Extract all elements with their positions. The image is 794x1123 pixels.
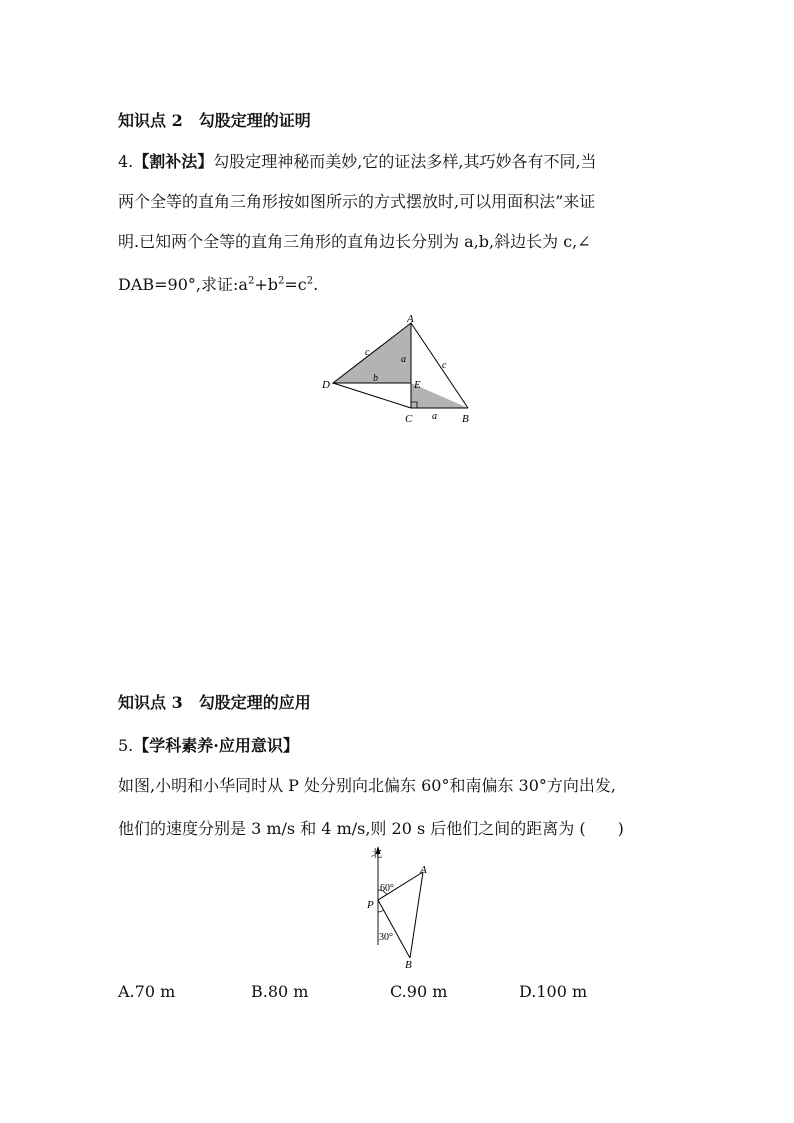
q4-line-4 (118, 272, 318, 295)
north-label: 北 (371, 848, 382, 860)
q4-line-2: 两个全等的直角三角形按如图所示的方式摆放时,可以用面积法”来证 (118, 192, 596, 211)
label-p: P (367, 899, 374, 911)
q4-triangle-figure (310, 305, 490, 430)
side-b-label: b (373, 373, 378, 384)
q5-direction-figure (355, 840, 435, 970)
q4-sup-1: 2 (247, 275, 255, 287)
q5-line-2: 如图,小明和小华同时从 P 处分别向北偏东 60°和南偏东 30°方向出发, (118, 776, 617, 795)
section-3-heading: 知识点 3 勾股定理的应用 (118, 693, 311, 712)
q4-text-4a: DAB=90°,求证:a (118, 275, 248, 294)
side-a-bottom-label: a (432, 411, 437, 422)
side-a-label: a (401, 354, 406, 365)
label-c: C (405, 413, 413, 425)
shaded-triangle-ade (333, 323, 411, 383)
label-e: E (414, 379, 421, 391)
section-2-heading: 知识点 2 勾股定理的证明 (118, 111, 311, 130)
side-c-right-label: c (442, 360, 447, 371)
q4-sup-2: 2 (277, 275, 285, 287)
segment-ab (410, 872, 423, 958)
segment-pb (378, 900, 410, 958)
label-a: A (420, 864, 427, 876)
q5-number: 5. (118, 736, 134, 755)
q4-line-3: 明.已知两个全等的直角三角形的直角边长分别为 a,b,斜边长为 c,∠ (118, 232, 591, 251)
q4-text-4c: =c (284, 275, 307, 294)
segment-dc (333, 383, 411, 408)
q5-tag: 【学科素养·应用意识】 (133, 736, 299, 755)
q4-sup-3: 2 (306, 275, 314, 287)
q4-tag: 【割补法】 (133, 152, 214, 171)
q4-text-4d: . (313, 275, 319, 294)
side-c-left-label: c (365, 347, 370, 358)
label-a: A (407, 313, 414, 325)
option-a: A.70 m (118, 982, 176, 1001)
q5-line-1 (118, 733, 299, 756)
angle-60-label: 60° (380, 883, 394, 894)
q5-line-3: 他们的速度分别是 3 m/s 和 4 m/s,则 20 s 后他们之间的距离为 ( ) (118, 819, 624, 838)
q4-text-1: 勾股定理神秘而美妙,它的证法多样,其巧妙各有不同,当 (213, 152, 597, 171)
label-b: B (462, 413, 469, 425)
option-d: D.100 m (519, 982, 588, 1001)
angle-30-label: 30° (379, 932, 393, 943)
q4-text-4b: +b (254, 275, 278, 294)
label-d: D (322, 379, 330, 391)
label-b: B (405, 959, 412, 970)
option-b: B.80 m (251, 982, 309, 1001)
angle-30-arc (378, 910, 384, 912)
q4-line-1 (118, 149, 597, 172)
option-c: C.90 m (390, 982, 448, 1001)
q4-number: 4. (118, 152, 134, 171)
